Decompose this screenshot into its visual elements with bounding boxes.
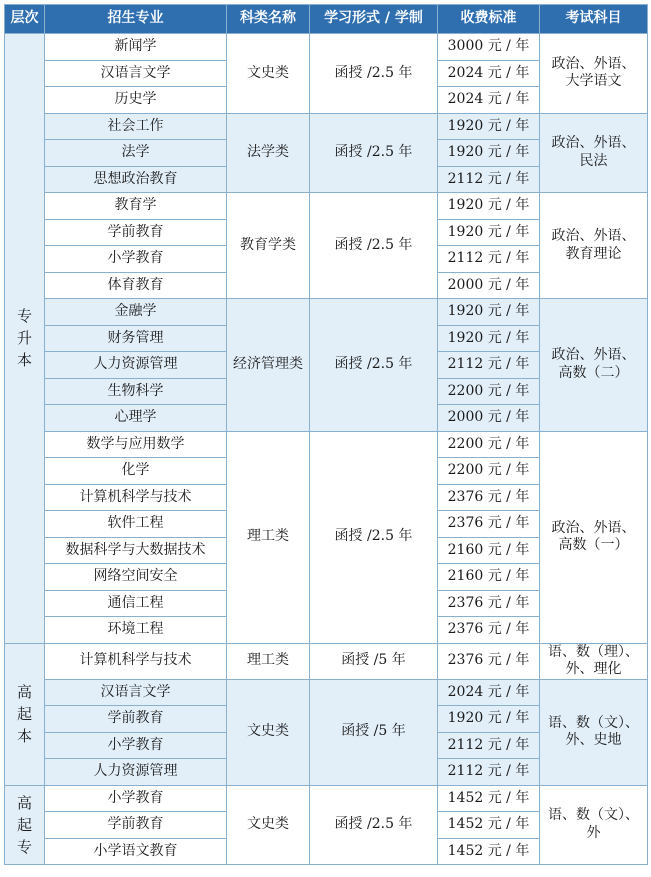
major-cell: 学前教育: [45, 706, 227, 733]
fee-cell: 2024 元 / 年: [438, 60, 540, 87]
exam-subject-line: 外: [586, 824, 601, 841]
major-cell: 思想政治教育: [45, 166, 227, 193]
study-form-cell: 函授 /2.5 年: [310, 113, 438, 193]
major-cell: 法学: [45, 140, 227, 167]
category-cell: 文史类: [227, 679, 310, 785]
header-study-form: 学习形式 / 学制: [310, 5, 438, 34]
fee-table: [4, 4, 648, 865]
table-row: [5, 431, 648, 458]
exam-subject-line: 政治、外语、: [551, 519, 636, 536]
level-char: 高: [16, 793, 32, 812]
major-cell: 人力资源管理: [45, 759, 227, 786]
major-cell: 人力资源管理: [45, 352, 227, 379]
major-cell: 计算机科学与技术: [45, 484, 227, 511]
fee-cell: 1452 元 / 年: [438, 812, 540, 839]
header-category: 科类名称: [227, 5, 310, 34]
exam-subjects-cell: [540, 193, 648, 299]
study-form-cell: 函授 /5 年: [310, 679, 438, 785]
major-cell: 计算机科学与技术: [45, 643, 227, 679]
fee-cell: 2376 元 / 年: [438, 484, 540, 511]
major-cell: 生物科学: [45, 378, 227, 405]
fee-cell: 2200 元 / 年: [438, 458, 540, 485]
fee-cell: 1920 元 / 年: [438, 193, 540, 220]
major-cell: 化学: [45, 458, 227, 485]
exam-subject-line: 语、数（理）、: [548, 643, 639, 660]
major-cell: 小学教育: [45, 246, 227, 273]
exam-subject-line: 政治、外语、: [551, 347, 636, 364]
major-cell: 学前教育: [45, 219, 227, 246]
level-char: 专: [16, 837, 32, 856]
level-char: 本: [16, 727, 32, 745]
fee-cell: 2112 元 / 年: [438, 246, 540, 273]
level-cell: [5, 785, 45, 865]
fee-cell: 2200 元 / 年: [438, 431, 540, 458]
exam-subject-line: 政治、外语、: [551, 228, 636, 244]
table-row: [5, 679, 648, 706]
category-cell: 经济管理类: [227, 299, 310, 432]
level-char: 升: [16, 329, 32, 348]
fee-cell: 2000 元 / 年: [438, 405, 540, 432]
study-form-cell: 函授 /2.5 年: [310, 785, 438, 865]
exam-subject-line: 高数（二）: [558, 364, 629, 381]
fee-cell: 2160 元 / 年: [438, 537, 540, 564]
fee-cell: 2000 元 / 年: [438, 272, 540, 299]
fee-cell: 3000 元 / 年: [438, 34, 540, 61]
level-cell: [5, 643, 45, 785]
category-cell: 理工类: [227, 431, 310, 643]
category-cell: 文史类: [227, 34, 310, 114]
exam-subjects-cell: [540, 34, 648, 114]
major-cell: 小学教育: [45, 785, 227, 812]
category-cell: 理工类: [227, 643, 310, 679]
category-cell: 文史类: [227, 785, 310, 865]
study-form-cell: 函授 /5 年: [310, 643, 438, 679]
major-cell: 汉语言文学: [45, 60, 227, 87]
table-row: [5, 785, 648, 812]
fee-cell: 2024 元 / 年: [438, 87, 540, 114]
exam-subject-line: 语、数（文）、: [548, 807, 639, 824]
major-cell: 小学语文教育: [45, 838, 227, 865]
table-body: [5, 34, 648, 865]
header-fee: 收费标准: [438, 5, 540, 34]
table-row: [5, 113, 648, 140]
study-form-cell: 函授 /2.5 年: [310, 193, 438, 299]
major-cell: 软件工程: [45, 511, 227, 538]
fee-cell: 2376 元 / 年: [438, 590, 540, 617]
major-cell: 汉语言文学: [45, 679, 227, 706]
major-cell: 数学与应用数学: [45, 431, 227, 458]
fee-cell: 1920 元 / 年: [438, 706, 540, 733]
study-form-cell: 函授 /2.5 年: [310, 299, 438, 432]
header-major: 招生专业: [45, 5, 227, 34]
level-char: 起: [16, 705, 32, 723]
header-exam-subjects: 考试科目: [540, 5, 648, 34]
exam-subject-line: 政治、外语、: [551, 55, 636, 72]
study-form-cell: 函授 /2.5 年: [310, 34, 438, 114]
category-cell: 教育学类: [227, 193, 310, 299]
exam-subjects-cell: [540, 785, 648, 865]
table-row: [5, 193, 648, 220]
level-char: 专: [16, 307, 32, 326]
exam-subjects-cell: [540, 113, 648, 193]
exam-subject-line: 语、数（文）、: [548, 714, 639, 731]
major-cell: 教育学: [45, 193, 227, 220]
level-char: 高: [16, 683, 32, 701]
table-header-row: [5, 5, 648, 34]
level-cell: [5, 34, 45, 644]
fee-cell: 1452 元 / 年: [438, 838, 540, 865]
fee-cell: 2112 元 / 年: [438, 759, 540, 786]
major-cell: 学前教育: [45, 812, 227, 839]
exam-subjects-cell: [540, 643, 648, 679]
fee-cell: 1920 元 / 年: [438, 325, 540, 352]
fee-cell: 2376 元 / 年: [438, 511, 540, 538]
major-cell: 数据科学与大数据技术: [45, 537, 227, 564]
study-form-cell: 函授 /2.5 年: [310, 431, 438, 643]
major-cell: 通信工程: [45, 590, 227, 617]
major-cell: 心理学: [45, 405, 227, 432]
level-char: 起: [16, 815, 32, 834]
fee-cell: 2112 元 / 年: [438, 166, 540, 193]
exam-subjects-cell: [540, 431, 648, 643]
fee-cell: 2160 元 / 年: [438, 564, 540, 591]
exam-subjects-cell: [540, 299, 648, 432]
major-cell: 社会工作: [45, 113, 227, 140]
fee-cell: 2376 元 / 年: [438, 617, 540, 644]
table-row: [5, 34, 648, 61]
exam-subjects-cell: [540, 679, 648, 785]
fee-cell: 2112 元 / 年: [438, 352, 540, 379]
major-cell: 财务管理: [45, 325, 227, 352]
fee-cell: 1920 元 / 年: [438, 219, 540, 246]
major-cell: 金融学: [45, 299, 227, 326]
level-char: 本: [16, 351, 32, 370]
exam-subject-line: 政治、外语、: [551, 135, 636, 152]
fee-cell: 1920 元 / 年: [438, 140, 540, 167]
major-cell: 新闻学: [45, 34, 227, 61]
fee-cell: 1920 元 / 年: [438, 113, 540, 140]
fee-cell: 2112 元 / 年: [438, 732, 540, 759]
fee-cell: 2376 元 / 年: [438, 643, 540, 679]
exam-subject-line: 民法: [579, 152, 608, 169]
fee-cell: 1920 元 / 年: [438, 299, 540, 326]
table-row: [5, 643, 648, 679]
exam-subject-line: 外、理化: [565, 661, 622, 677]
major-cell: 体育教育: [45, 272, 227, 299]
fee-cell: 2200 元 / 年: [438, 378, 540, 405]
exam-subject-line: 大学语文: [565, 73, 622, 90]
major-cell: 历史学: [45, 87, 227, 114]
header-level: 层次: [5, 5, 45, 34]
major-cell: 网络空间安全: [45, 564, 227, 591]
major-cell: 小学教育: [45, 732, 227, 759]
fee-cell: 1452 元 / 年: [438, 785, 540, 812]
major-cell: 环境工程: [45, 617, 227, 644]
exam-subject-line: 教育理论: [565, 245, 622, 262]
exam-subject-line: 高数（一）: [558, 537, 629, 553]
category-cell: 法学类: [227, 113, 310, 193]
fee-cell: 2024 元 / 年: [438, 679, 540, 706]
table-row: [5, 299, 648, 326]
exam-subject-line: 外、史地: [565, 732, 622, 748]
